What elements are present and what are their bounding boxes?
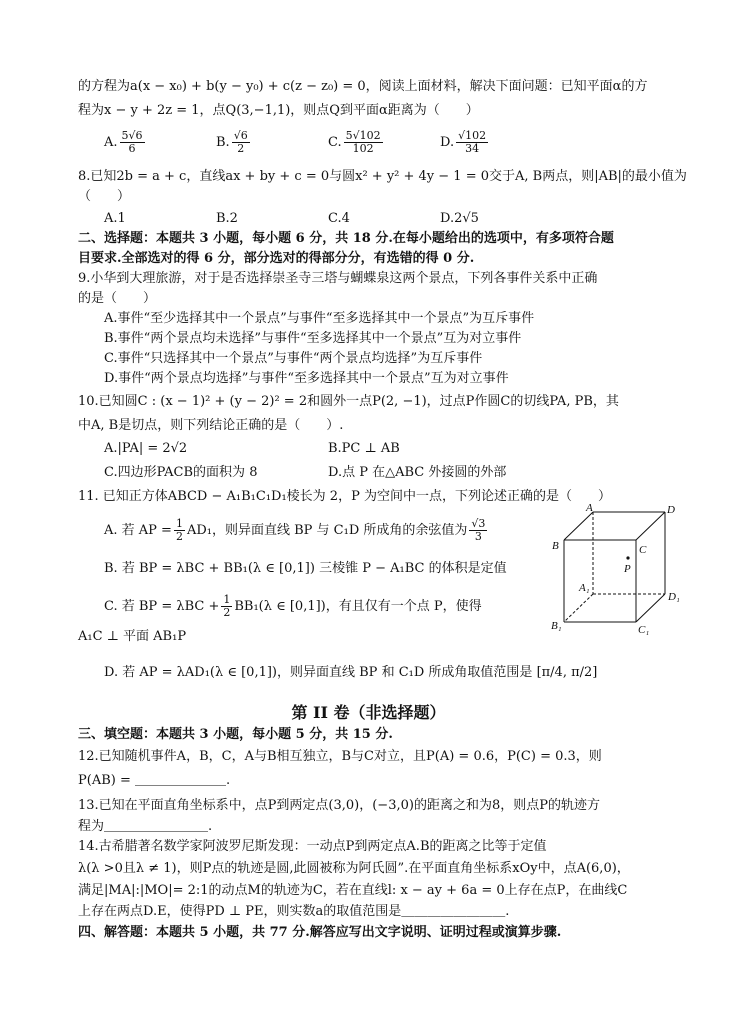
q12-text-line2: P(AB) = ＿＿＿＿＿＿＿. [78,773,231,788]
q8-option-c: C.4 [328,211,350,226]
cube-label-b1: B₁ [551,620,562,632]
q10-text-line1: 10.已知圆C : (x − 1)² + (y − 2)² = 2和圆外一点P(2, −1)，过点P作圆C的切线PA, PB，其 [78,394,619,409]
q8-option-d: D.2√5 [440,211,479,226]
q9-text-line2: 的是（ ） [78,291,157,306]
q11-option-c-line2: A₁C ⊥ 平面 AB₁P [78,629,187,644]
section3-heading: 三、填空题：本题共 3 小题，每小题 5 分，共 15 分. [78,727,393,742]
q14-text-line4: 上存在两点D.E，使得PD ⊥ PE，则实数a的取值范围是＿＿＿＿＿＿＿＿. [78,904,510,919]
cube-diagram [548,502,688,637]
q8-option-b: B.2 [216,211,238,226]
section2-heading-line1: 二、选择题：本题共 3 小题，每小题 6 分，共 18 分.在每小题给出的选项中，有多项符合题 [78,231,614,246]
cube-label-c: C [639,544,647,556]
section2-heading-line2: 目要求.全部选对的得 6 分，部分选对的得部分分，有选错的得 0 分. [78,251,475,266]
q7-text-line2: 程为x − y + 2z = 1，点Q(3,−1,1)，则点Q到平面α距离为（ ） [78,103,479,118]
q9-option-b: B.事件“两个景点均未选择”与事件“至多选择其中一个景点”互为对立事件 [104,331,522,346]
q10-option-d: D.点 P 在△ABC 外接圆的外部 [328,465,507,480]
q12-text-line1: 12.已知随机事件A，B，C，A与B相互独立，B与C对立，且P(A) = 0.6，P(C) = 0.3，则 [78,749,602,764]
q11-option-d-range: [π/4, π/2] [536,665,598,680]
q11-option-b: B. 若 BP = λBC + BB₁(λ ∈ [0,1]) 三棱锥 P − A₁BC 的体积是定值 [104,561,507,576]
q10-option-b: B.PC ⊥ AB [328,441,400,456]
q7-option-c: C. $\frac{5√102}{102}$ [328,129,381,155]
q9-option-c: C.事件“只选择其中一个景点”与事件“两个景点均选择”为互斥事件 [104,351,483,366]
q8-text-line1: 8.已知2b = a + c，直线ax + by + c = 0与圆x² + y² + 4y − 1 = 0交于A, B两点，则|AB|的最小值为 [78,169,687,184]
q10-option-c: C.四边形PACB的面积为 8 [104,465,258,480]
cube-label-a1: A₁ [579,582,590,594]
point-p-dot [626,556,629,559]
q11-text-line1: 11. 已知正方体ABCD − A₁B₁C₁D₁棱长为 2，P 为空间中一点，下列论述正确的是（ ） [78,489,611,504]
cube-edge [636,594,665,622]
q11-option-a: A. 若 AP = $\frac{1}{2}$ AD₁，则异面直线 BP 与 C₁D 所成角的余弦值为 $\frac{√3}{3}$ [104,517,486,543]
q10-text-line2: 中A, B是切点，则下列结论正确的是（ ）. [78,418,344,433]
q13-text-line2: 程为＿＿＿＿＿＿＿＿. [78,819,213,834]
q14-text-line2: λ(λ >0且λ ≠ 1)，则P点的轨迹是圆,此圆被称为阿氏圆”.在平面直角坐标系xOy中，点A(6,0)， [78,861,630,876]
q7-option-d: D. $\frac{√102}{34}$ [440,129,487,155]
cube-label-d1: D₁ [668,591,680,603]
q14-text-line1: 14.古希腊著名数学家阿波罗尼斯发现：一动点P到两定点A.B的距离之比等于定值 [78,839,547,854]
q11-option-c: C. 若 BP = λBC + $\frac{1}{2}$ BB₁(λ ∈ [0,1])，有且仅有一个点 P，使得 [104,593,482,619]
cube-label-c1: C₁ [638,624,650,636]
q8-text-line2: （ ） [78,189,131,204]
q9-text-line1: 9.小华到大理旅游，对于是否选择崇圣寺三塔与蝴蝶泉这两个景点，下列各事件关系中正确 [78,271,598,286]
q7-option-b: B. $\frac{√6}{2}$ [216,129,248,155]
section4-heading: 四、解答题：本题共 5 小题，共 77 分.解答应写出文字说明、证明过程或演算步骤. [78,925,562,940]
q10-option-a: A.|PA| = 2√2 [104,441,188,456]
q14-text-line3: 满足|MA|:|MO|= 2:1的动点M的轨迹为C，若在直线l: x − ay + 6a = 0上存在点P，在曲线C [78,883,628,898]
cube-label-a: A [586,502,593,514]
q13-text-line1: 13.已知在平面直角坐标系中，点P到两定点(3,0)，(−3,0)的距离之和为8，则点P的轨迹方 [78,798,600,813]
cube-hidden-edge [564,594,593,622]
cube-label-p: P [624,563,631,575]
cube-label-d: D [667,504,675,516]
q7-option-a: A. $\frac{5√6}{6}$ [104,129,143,155]
cube-edge [636,512,665,540]
q9-option-d: D.事件“两个景点均选择”与事件“至多选择其中一个景点”互为对立事件 [104,371,509,386]
cube-label-b: B [552,540,559,552]
part2-title: 第 II 卷（非选择题） [291,703,446,722]
q9-option-a: A.事件“至少选择其中一个景点”与事件“至多选择其中一个景点”为互斥事件 [104,311,535,326]
q11-option-d: D. 若 AP = λAD₁(λ ∈ [0,1])，则异面直线 BP 和 C₁D 所成角取值范围是 [π/4, π/2] [104,665,598,680]
q8-option-a: A.1 [104,211,126,226]
cube-edge [564,512,593,540]
q7-text-line1: 的方程为a(x − x₀) + b(y − y₀) + c(z − z₀) = 0，阅读上面材料，解决下面问题：已知平面α的方 [78,79,648,94]
